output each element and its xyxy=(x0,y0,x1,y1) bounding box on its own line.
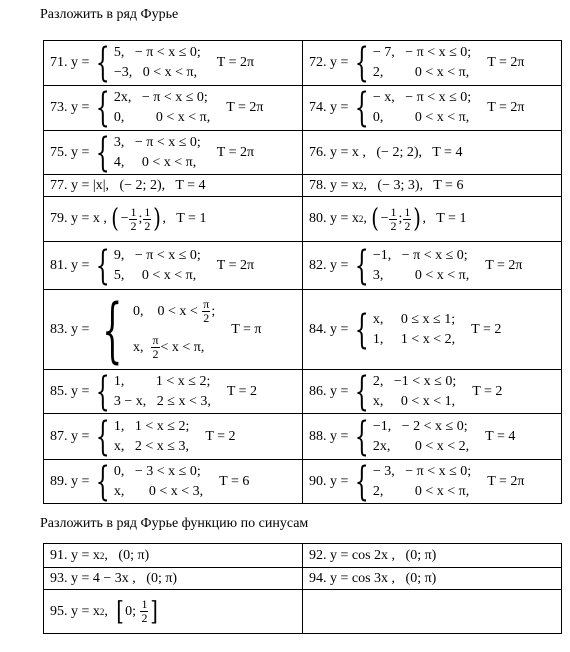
brace: { xyxy=(355,459,370,504)
case-line: 9, − π < x ≤ 0; xyxy=(113,247,201,263)
case-line: −1, − π < x ≤ 0; xyxy=(372,247,468,263)
exponent: 2 xyxy=(99,550,105,561)
brace: { xyxy=(355,40,370,86)
period: T = 6 xyxy=(219,473,250,489)
problem-label: 72. y = xyxy=(309,55,349,70)
case-line: x, 0 < x < 1, xyxy=(372,393,456,409)
brace: { xyxy=(355,242,370,289)
problem-label: 74. y = xyxy=(309,100,349,115)
case-line: x, 0 < x < 3, xyxy=(113,483,204,499)
exponent: 2 xyxy=(358,180,364,191)
brace: { xyxy=(96,130,111,175)
period: T = 2π xyxy=(216,144,255,160)
problem-85 xyxy=(44,370,303,414)
case-line: 3, − π < x ≤ 0; xyxy=(113,134,201,150)
problem-text: 93. y = 4 − 3x , (0; π) xyxy=(50,570,178,586)
problem-78 xyxy=(303,175,562,197)
brace: { xyxy=(96,369,111,414)
left-paren: ( xyxy=(371,204,380,234)
case-line: 1, 1 < x ≤ 2; xyxy=(113,373,211,389)
problem-label: 88. y = xyxy=(309,428,349,444)
period: T = 2 xyxy=(472,383,503,399)
problem-73 xyxy=(44,86,303,131)
problem-label: 86. y = xyxy=(309,383,349,399)
problem-93 xyxy=(44,568,303,590)
case-line: 2, 0 < x < π, xyxy=(372,483,470,499)
problem-text: 76. y = x , (− 2; 2), T = 4 xyxy=(309,144,463,160)
problem-91 xyxy=(44,544,303,568)
fraction: $\frac{1}{2}$ xyxy=(404,204,411,233)
problem-76 xyxy=(303,131,562,175)
problem-95 xyxy=(44,590,303,634)
problem-92 xyxy=(303,544,562,568)
comma: , xyxy=(363,211,367,226)
left-paren: ( xyxy=(111,204,120,234)
period: T = 2π xyxy=(216,55,255,70)
problem-text: 91. y = x xyxy=(50,547,100,563)
brace: { xyxy=(96,242,111,289)
brace: { xyxy=(102,289,123,370)
problem-75 xyxy=(44,131,303,175)
fraction: $\frac{1}{2}$ xyxy=(130,204,137,233)
problem-label: 83. y = xyxy=(50,321,90,337)
interval-start: 0; xyxy=(125,603,136,619)
fraction: $\frac{1}{2}$ xyxy=(144,204,151,233)
case-line: 2x, − π < x ≤ 0; xyxy=(113,90,208,105)
period: T = π xyxy=(231,321,262,337)
problem-label: 75. y = xyxy=(50,144,90,160)
exponent: 2 xyxy=(99,606,105,617)
problem-80: 80. y = x 2 , ( − $\frac{1}{2}$ ; $\frac{1}{2}$ ) , T = 1 xyxy=(303,197,562,242)
case-line: − 3, − π < x ≤ 0; xyxy=(372,463,472,479)
problem-81 xyxy=(44,242,303,290)
problem-86 xyxy=(303,370,562,414)
section-heading-sine-series: Разложить в ряд Фурье функцию по синусам xyxy=(40,516,309,531)
right-bracket: ] xyxy=(150,596,159,627)
brace: { xyxy=(96,413,111,460)
brace: { xyxy=(96,85,111,131)
case-line: − 7, − π < x ≤ 0; xyxy=(372,45,472,60)
case-line: −3, 0 < x < π, xyxy=(113,65,198,80)
sine-problems-table xyxy=(43,543,562,634)
problem-label: 89. y = xyxy=(50,473,90,489)
minus-sign: − xyxy=(120,211,129,226)
problem-77 xyxy=(44,175,303,197)
problem-text: 92. y = cos 2x , (0; π) xyxy=(309,547,437,563)
brace: { xyxy=(355,413,370,460)
problem-text: 77. y = |x|, (− 2; 2), T = 4 xyxy=(50,177,206,193)
exponent: 2 xyxy=(358,214,364,224)
case-line: 0, 0 < x < π, xyxy=(372,110,470,125)
problem-72 xyxy=(303,41,562,86)
period: T = 2π xyxy=(487,473,525,489)
period: T = 4 xyxy=(485,428,516,444)
problem-label: 82. y = xyxy=(309,257,349,273)
period: T = 2 xyxy=(226,383,258,399)
case-line: 4, 0 < x < π, xyxy=(113,154,197,170)
problem-label: 90. y = xyxy=(309,473,349,489)
problem-84 xyxy=(303,290,562,370)
period: T = 2π xyxy=(487,100,525,115)
case-line: x, 2 < x ≤ 3, xyxy=(113,438,189,454)
problem-label: 73. y = xyxy=(50,100,90,115)
case-line: 2x, 0 < x < 2, xyxy=(372,438,470,454)
problem-71 xyxy=(44,41,303,86)
case-line: x, 0 ≤ x ≤ 1; xyxy=(372,311,456,327)
brace: { xyxy=(96,40,111,86)
problem-text: 95. y = x xyxy=(50,603,100,619)
brace: { xyxy=(355,85,370,131)
empty-cell xyxy=(303,590,562,634)
problem-text: , (− 3; 3), T = 6 xyxy=(363,177,464,193)
case-line: −1, − 2 < x ≤ 0; xyxy=(372,418,468,434)
case-line: 0, − 3 < x ≤ 0; xyxy=(113,463,201,479)
fraction: $\frac{1}{2}$ xyxy=(141,597,148,625)
problem-87 xyxy=(44,414,303,460)
problem-label: 85. y = xyxy=(50,383,90,399)
period: T = 2π xyxy=(487,55,525,70)
period: T = 2 xyxy=(205,428,236,444)
problem-text: , (0; π) xyxy=(104,547,150,563)
problem-text: , T = 1 xyxy=(422,211,467,226)
case-line: 0, 0 < x < π, xyxy=(113,110,211,125)
problem-79: 79. y = x , ( − $\frac{1}{2}$ ; $\frac{1}{2}$ ) , T = 1 xyxy=(44,197,303,242)
problem-label: 84. y = xyxy=(309,321,349,337)
period: T = 2π xyxy=(216,257,255,273)
problem-74 xyxy=(303,86,562,131)
problem-text: 80. y = x xyxy=(309,211,359,226)
case-line: 0, 0 < x < $\frac{\pi}{2}$ ; xyxy=(132,296,216,325)
problem-text: 79. y = x , xyxy=(50,211,107,226)
case-line: 5, − π < x ≤ 0; xyxy=(113,45,201,60)
period: T = 2π xyxy=(485,257,523,273)
minus-sign: − xyxy=(380,211,389,226)
problem-83 xyxy=(44,290,303,370)
case-line: − x, − π < x ≤ 0; xyxy=(372,90,472,105)
problem-82 xyxy=(303,242,562,290)
problem-text: 94. y = cos 3x , (0; π) xyxy=(309,570,437,586)
brace: { xyxy=(355,369,370,414)
comma: , xyxy=(104,603,108,619)
problem-89 xyxy=(44,460,303,504)
case-line: 5, 0 < x < π, xyxy=(113,267,197,283)
case-line: 1, 1 < x < 2, xyxy=(372,331,456,347)
right-paren: ) xyxy=(153,204,162,234)
period: T = 2π xyxy=(226,100,264,115)
problem-text: 78. y = x xyxy=(309,177,359,193)
problem-text: , T = 1 xyxy=(162,211,207,226)
problem-label: 81. y = xyxy=(50,257,90,273)
problem-label: 87. y = xyxy=(50,428,90,444)
brace: { xyxy=(355,306,370,353)
case-line: 3 − x, 2 ≤ x < 3, xyxy=(113,393,211,409)
problem-90 xyxy=(303,460,562,504)
problem-94 xyxy=(303,568,562,590)
problem-label: 71. y = xyxy=(50,55,90,70)
case-line: 1, 1 < x ≤ 2; xyxy=(113,418,190,434)
brace: { xyxy=(96,459,111,504)
case-line: 3, 0 < x < π, xyxy=(372,267,470,283)
case-line: 2, 0 < x < π, xyxy=(372,65,470,80)
problem-88 xyxy=(303,414,562,460)
period: T = 2 xyxy=(471,321,502,337)
section-heading-fourier: Разложить в ряд Фурье xyxy=(40,7,179,22)
fraction: $\frac{1}{2}$ xyxy=(390,204,397,233)
left-bracket: [ xyxy=(116,596,124,627)
case-line: x, $\frac{\pi}{2}$ < x < π, xyxy=(132,332,205,361)
right-paren: ) xyxy=(413,204,422,234)
fourier-problems-table xyxy=(43,40,562,504)
case-line: 2, −1 < x ≤ 0; xyxy=(372,373,457,389)
